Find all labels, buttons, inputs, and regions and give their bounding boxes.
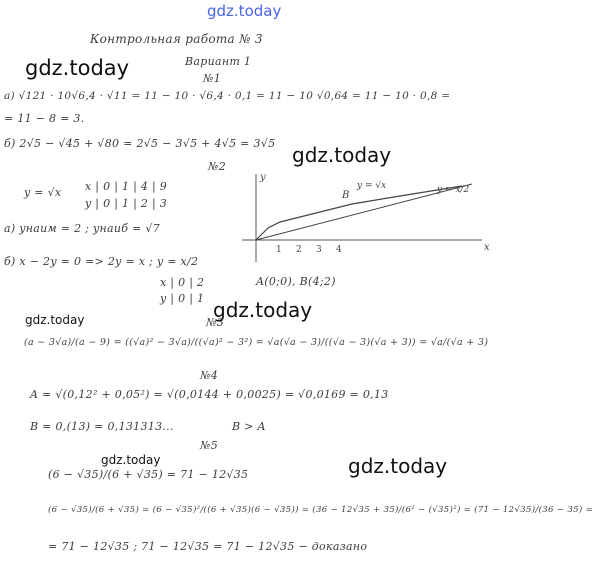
watermark-2: gdz.today: [292, 143, 392, 167]
task-3-line: (a − 3√a)/(a − 9) = ((√a)² − 3√a)/((√a)² − 3²) = √a(√a − 3)/((√a − 3)(√a + 3)) = √a/(√a + 3): [24, 337, 489, 348]
graph-line-label: y = x/2: [437, 185, 470, 195]
table-1-y-row: y | 0 | 1 | 2 | 3: [85, 197, 168, 210]
task-2a-line: а) yнаим = 2 ; yнаиб = √7: [4, 222, 161, 235]
watermark-5: gdz.today: [101, 453, 161, 467]
function-graph: [232, 170, 494, 265]
variant: Вариант 1: [185, 55, 252, 68]
watermark-3: gdz.today: [213, 298, 313, 322]
task-3-header: №3: [206, 316, 225, 329]
task-1-header: №1: [203, 72, 222, 85]
task-5-statement: (6 − √35)/(6 + √35) = 71 − 12√35: [48, 468, 249, 481]
title: Контрольная работа № 3: [90, 32, 263, 46]
task-4-header: №4: [200, 369, 219, 382]
task-4-line-1: A = √(0,12² + 0,05²) = √(0,0144 + 0,0025) = √0,0169 = 0,13: [30, 388, 389, 401]
watermark-top: gdz.today: [207, 2, 282, 20]
table-1-x-row: x | 0 | 1 | 4 | 9: [85, 180, 168, 193]
watermark-1: gdz.today: [25, 56, 130, 80]
task-1a-line-2: = 11 − 8 = 3.: [4, 112, 85, 125]
graph-point-b: B: [342, 190, 350, 201]
function-label: y = √x: [24, 186, 62, 199]
graph-x-label: x: [484, 242, 490, 253]
points-line: A(0;0), B(4;2): [256, 275, 336, 288]
graph-tick-4: 4: [336, 245, 342, 255]
task-4-line-2: B = 0,(13) = 0,131313...: [30, 420, 174, 433]
graph-tick-3: 3: [316, 245, 322, 255]
task-2b-line: б) x − 2y = 0 => 2y = x ; y = x/2: [4, 255, 199, 268]
graph-tick-1: 1: [276, 245, 282, 255]
task-5-line-1: (6 − √35)/(6 + √35) = (6 − √35)²/((6 + √35)(6 − √35)) = (36 − 12√35 + 35)/(6² − (√35)²) = (71 − 12√35)/(36 − 35) =: [48, 505, 593, 515]
task-5-header: №5: [200, 439, 219, 452]
task-2-header: №2: [208, 160, 227, 173]
table-2-y-row: y | 0 | 1: [160, 292, 205, 305]
watermark-6: gdz.today: [348, 454, 448, 478]
task-1a-line-1: а) √121 · 10√6,4 · √11 = 11 − 10 · √6,4 · 0,1 = 11 − 10 √0,64 = 11 − 10 · 0,8 =: [4, 90, 451, 102]
task-1b-line: б) 2√5 − √45 + √80 = 2√5 − 3√5 + 4√5 = 3√5: [4, 137, 276, 150]
task-4-comparison: B > A: [232, 420, 266, 433]
graph-y-label: y: [260, 172, 266, 183]
graph-tick-2: 2: [296, 245, 302, 255]
watermark-4: gdz.today: [25, 313, 85, 327]
table-2-x-row: x | 0 | 2: [160, 276, 205, 289]
task-5-line-2: = 71 − 12√35 ; 71 − 12√35 = 71 − 12√35 − доказано: [48, 540, 368, 553]
graph-curve-label: y = √x: [357, 181, 387, 191]
